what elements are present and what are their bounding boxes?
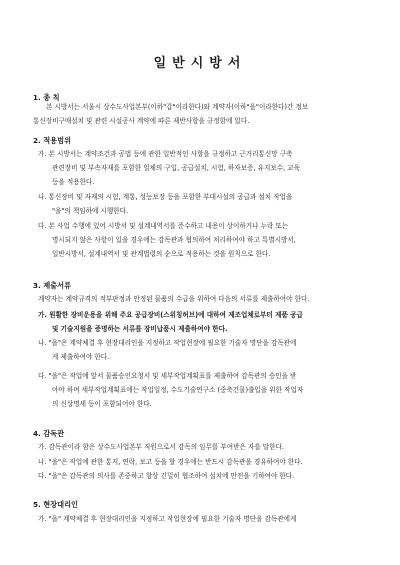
section-2-heading: 2. 적용범위 — [33, 136, 72, 145]
section-3-line-1: 계약자는 계약규격의 적부판정과 안정된 물품의 수급을 위하여 다음의 서류를 제출하여야 한다. — [38, 295, 310, 303]
section-2-line-2: 관련장비 및 부속자재를 포함한 일체의 구입, 공급설치, 시험, 하자보증, 유지보수, 교육 — [52, 164, 301, 172]
section-1-line-2: 통신장비구매설치 및 관련 시설공사 계약에 따른 제반사항을 규정함에 있다. — [33, 117, 250, 125]
section-2-line-3: 등을 적용한다. — [52, 178, 95, 186]
section-3-line-7: 아야 하며 세부작업계획표에는 작업일정, 수도기술연구소 (중축건물)출입을 위한 작업자 — [52, 386, 304, 394]
section-1-line-1: 본 시방서는 서울시 상수도사업본부(이하"갑"이라한다)와 계약자(이하"을"이라한다)간 정보 — [46, 103, 309, 111]
section-5-heading: 5. 현장대리인 — [33, 500, 78, 509]
section-2-line-1: 가. 본 시방서는 계약조건과 공법 등에 관한 일반적인 사항을 규정하고 근거리통신망 구축 — [38, 150, 293, 158]
document-title: 일반시방서 — [153, 56, 247, 71]
section-3-line-4: 나. "을"은 계약체결 후 현장대리인을 지정하고 작업현장에 필요한 기술자 명단을 감독관에 — [38, 339, 297, 347]
section-2-line-6: 다. 본 사업 수행에 있어 시방서 및 설계내역서를 준수하고 내용이 상이하거나 누락 또는 — [38, 222, 289, 230]
section-5-line-1: 가. "을" 계약체결 후 현장대리인을 지정하고 작업현장에 필요한 기술자 명단을 감독관에게 — [38, 515, 297, 523]
section-2-line-7: 명시되지 않은 사항이 있을 경우에는 감독관과 협의하여 처리하여야 하고 특별시방서, — [52, 236, 296, 244]
section-3-line-3: 및 기술지원을 증명하는 서류를 장비납품시 제출하여야 한다. — [52, 325, 228, 333]
section-3-heading: 3. 제출서류 — [33, 281, 72, 290]
section-1-heading: 1. 총 칙 — [33, 93, 60, 102]
section-2-line-4: 나. 통신장비 및 자재의 시험, 계통, 성능보장 등을 포함한 부대시설의 공급과 설치 작업을 — [38, 193, 293, 201]
section-4-line-2: 나. "을"은 작업에 관한 통지, 연락, 보고 등을 할 경우에는 반드시 감독관을 경유하여야 한다. — [38, 458, 303, 466]
section-4-heading: 4. 감독관 — [33, 429, 65, 438]
section-4-line-3: 다. "을"은 감독관의 의사를 존중하고 항상 긴밀히 협조하여 설치에 만전을 기하여야 한다. — [38, 472, 295, 480]
section-2-line-5: "을"의 책임하에 시행한다. — [52, 207, 129, 215]
section-2-line-8: 일반시방서, 설계내역서 및 관계법령의 순으로 적용하는 것을 원칙으로 한다. — [52, 250, 271, 258]
section-3-line-6: 다. "을"은 작업에 앞서 물품승인요청서 및 세부작업계획표를 제출하여 감독관의 승인을 받 — [38, 372, 297, 380]
section-4-line-1: 가. 감독관이라 함은 상수도사업본부 직원으로서 감독의 임무를 부여받은 자를 말한다. — [38, 443, 284, 451]
section-3-line-5: 게 제출하여야 한다. — [52, 353, 110, 361]
section-3-line-8: 의 신상명세 등이 포함되어야 한다. — [52, 400, 152, 408]
section-3-line-2: 가. 원활한 장비운용을 위해 주요 공급장비(스위칭허브)에 대하여 제조업체로부터 제품 공급 — [38, 311, 303, 319]
